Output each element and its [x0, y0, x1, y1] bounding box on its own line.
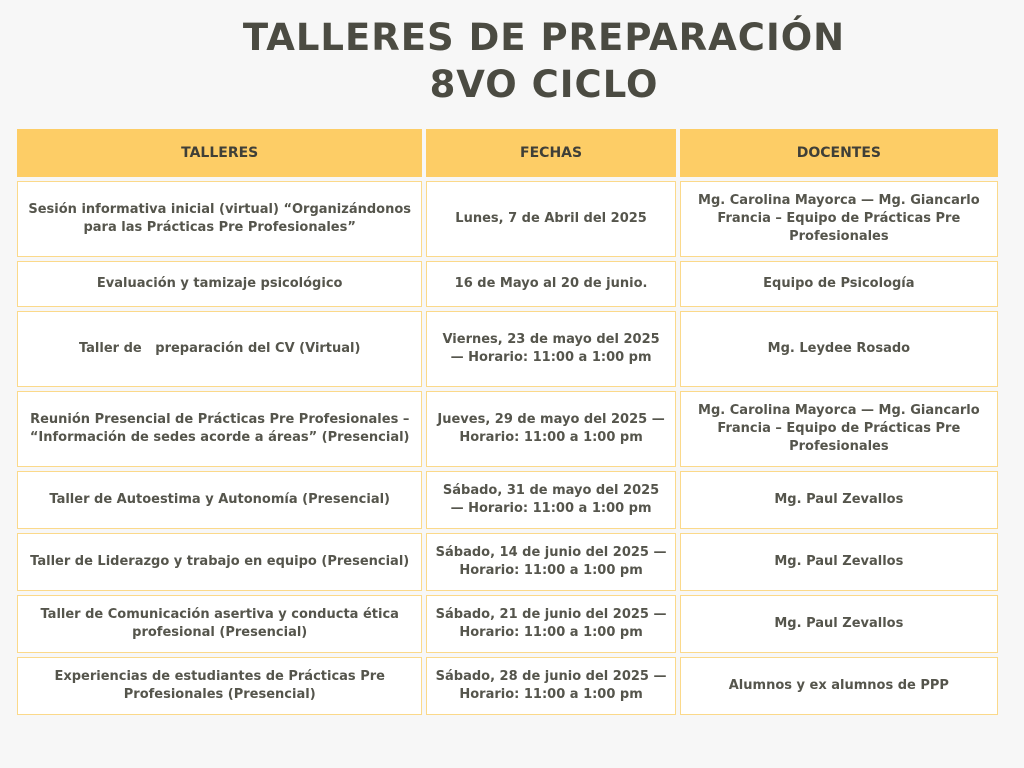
fecha-cell: Sábado, 21 de junio del 2025 — Horario: 11:00 a 1:00 pm: [426, 595, 675, 653]
docente-cell: Mg. Paul Zevallos: [680, 533, 998, 591]
taller-cell: Taller de Liderazgo y trabajo en equipo (Presencial): [17, 533, 422, 591]
fecha-cell: Viernes, 23 de mayo del 2025 — Horario: 11:00 a 1:00 pm: [426, 311, 675, 387]
docente-cell: Mg. Leydee Rosado: [680, 311, 998, 387]
fecha-cell: Sábado, 14 de junio del 2025 — Horario: 11:00 a 1:00 pm: [426, 533, 675, 591]
table-row: [17, 261, 998, 307]
table-row: [17, 657, 998, 715]
column-header-docentes: DOCENTES: [680, 129, 998, 177]
table-row: [17, 533, 998, 591]
taller-cell: Experiencias de estudiantes de Prácticas Pre Profesionales (Presencial): [17, 657, 422, 715]
docente-cell: Mg. Carolina Mayorca — Mg. Giancarlo Francia – Equipo de Prácticas Pre Profesionales: [680, 181, 998, 257]
page-title: [0, 14, 1024, 108]
fecha-cell: 16 de Mayo al 20 de junio.: [426, 261, 675, 307]
fecha-cell: Lunes, 7 de Abril del 2025: [426, 181, 675, 257]
taller-cell: Reunión Presencial de Prácticas Pre Profesionales – “Información de sedes acorde a áreas” (Presencial): [17, 391, 422, 467]
column-header-fechas: FECHAS: [426, 129, 675, 177]
fecha-cell: Jueves, 29 de mayo del 2025 — Horario: 11:00 a 1:00 pm: [426, 391, 675, 467]
docente-cell: Mg. Carolina Mayorca — Mg. Giancarlo Francia – Equipo de Prácticas Pre Profesionales: [680, 391, 998, 467]
column-header-talleres: TALLERES: [17, 129, 422, 177]
docente-cell: Mg. Paul Zevallos: [680, 595, 998, 653]
docente-cell: Mg. Paul Zevallos: [680, 471, 998, 529]
page-title-line-2: 8VO CICLO: [429, 63, 659, 106]
schedule-table: [13, 125, 1002, 719]
table-row: [17, 311, 998, 387]
taller-cell: Sesión informativa inicial (virtual) “Organizándonos para las Prácticas Pre Profesionales”: [17, 181, 422, 257]
taller-cell: Evaluación y tamizaje psicológico: [17, 261, 422, 307]
docente-cell: Equipo de Psicología: [680, 261, 998, 307]
table-row: [17, 391, 998, 467]
taller-cell: Taller de Comunicación asertiva y conducta ética profesional (Presencial): [17, 595, 422, 653]
docente-cell: Alumnos y ex alumnos de PPP: [680, 657, 998, 715]
page-title-line-1: TALLERES DE PREPARACIÓN: [242, 16, 846, 59]
table-row: [17, 181, 998, 257]
table-header-row: [17, 129, 998, 177]
table-row: [17, 595, 998, 653]
taller-cell: Taller de Autoestima y Autonomía (Presencial): [17, 471, 422, 529]
taller-cell: Taller de preparación del CV (Virtual): [17, 311, 422, 387]
fecha-cell: Sábado, 31 de mayo del 2025 — Horario: 11:00 a 1:00 pm: [426, 471, 675, 529]
table-row: [17, 471, 998, 529]
fecha-cell: Sábado, 28 de junio del 2025 — Horario: 11:00 a 1:00 pm: [426, 657, 675, 715]
